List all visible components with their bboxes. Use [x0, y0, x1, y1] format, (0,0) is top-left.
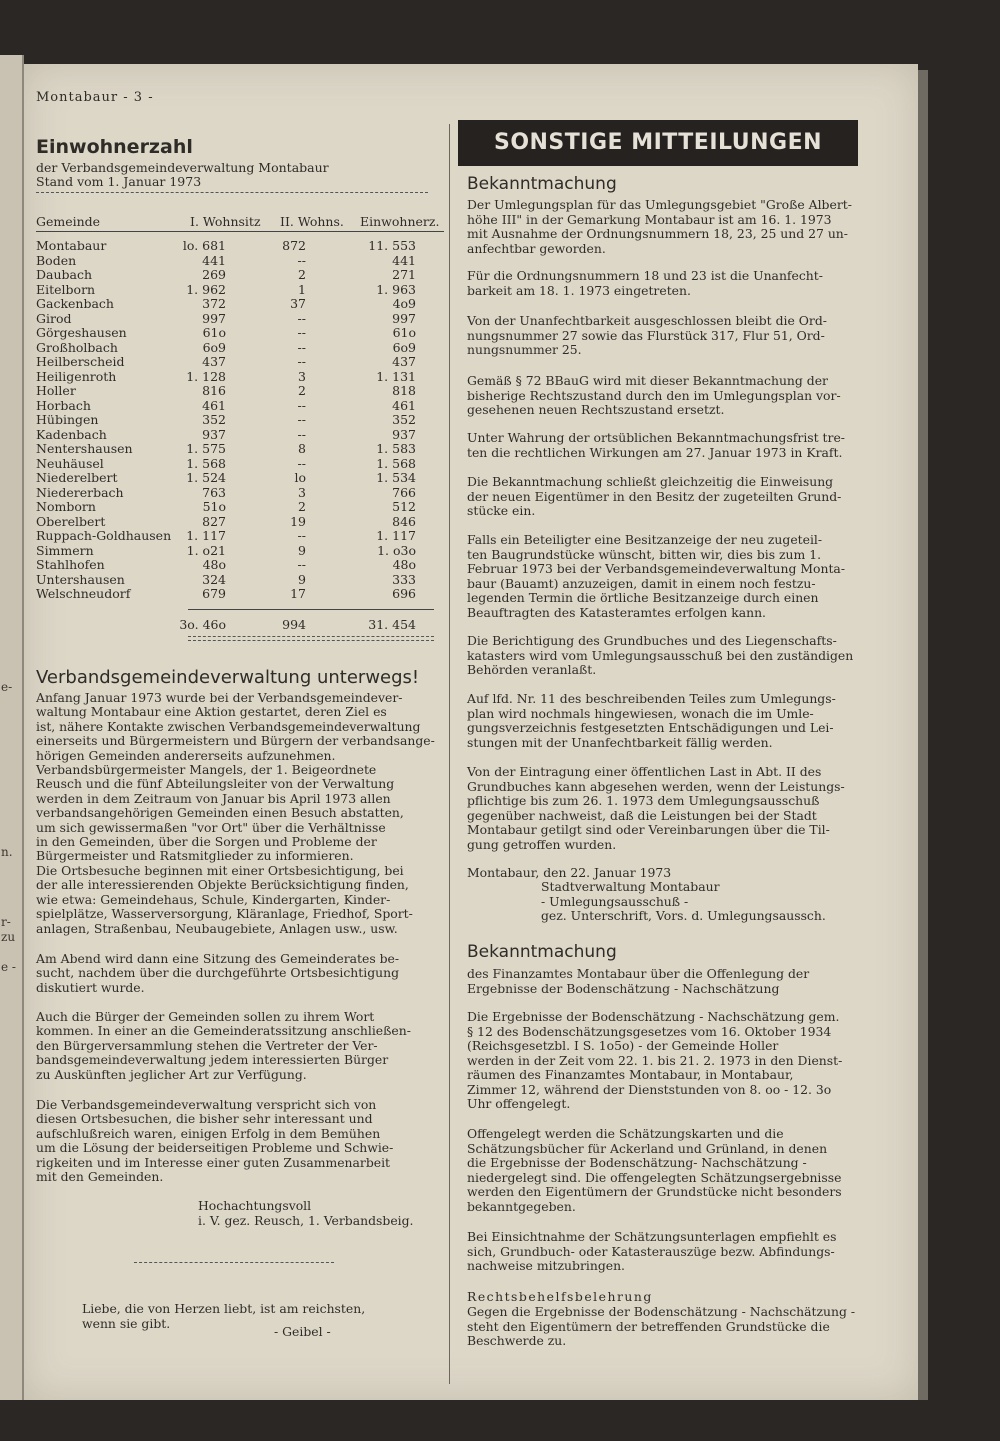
column-header: I. Wohnsitz [190, 214, 261, 229]
notice-paragraph: Für die Ordnungsnummern 18 und 23 ist die Unanfecht- barkeit am 18. 1. 1973 eingetreten. [467, 268, 823, 298]
table-cell: 352 [202, 412, 226, 427]
quote-line: Liebe, die von Herzen liebt, ist am reichsten, [82, 1301, 366, 1316]
sliver-fragment: n. [1, 845, 13, 859]
table-cell: 1. 117 [376, 528, 416, 543]
table-cell: 1. o3o [377, 542, 416, 558]
table-row [36, 326, 436, 341]
table-cell: 827 [202, 513, 226, 529]
notice-paragraph: Die Ergebnisse der Bodenschätzung - Nachschätzung gem. § 12 des Bodenschätzungsgesetzes vom 16. Oktober 1934 (Reichsgesetzbl. I S. 1o5o) - der Gemeinde Holler werden in der Zeit vom 22. 1. bis 21. 2. 1973 in den Dienst- räumen des Finanzamtes Montabaur, in Montabaur, Zimmer 12, während der Dienststunden von 8. oo - 12. 3o Uhr offengelegt. [467, 1009, 843, 1111]
table-cell: 2 [298, 383, 306, 398]
table-row [36, 515, 436, 530]
table-cell: 763 [202, 484, 226, 500]
table-cell: -- [297, 310, 306, 326]
notice-paragraph: Falls ein Beteiligter eine Besitzanzeige der neu zugeteil- ten Baugrundstücke wünscht, bitten wir, dies bis zum 1. Februar 1973 bei der Verbandsgemeindeverwaltung Monta- baur (Bauamt) anzuzeigen, damit in einem noch festzu- legenden Termin die örtliche Besitzanzeige durch einen Beauftragten des Katasteramtes erfolgen kann. [467, 532, 846, 620]
sliver-fragment: e- [1, 680, 13, 694]
table-row [36, 428, 436, 443]
column-header: Gemeinde [36, 214, 101, 229]
article-paragraph: Auch die Bürger der Gemeinden sollen zu ihrem Wort kommen. In einer an die Gemeinderatssitzung anschließen- den Bürgerversammlung stehen die Vertreter der Ver- bandsgemeindeverwaltung jedem interessierten Bürger zu Auskünften jeglicher Art zur Verfügung. [36, 1009, 411, 1082]
table-cell: -- [297, 397, 306, 413]
notice-paragraph: Die Bekanntmachung schließt gleichzeitig die Einweisung der neuen Eigentümer in den Besitz der zugeteilten Grund- stücke ein. [467, 474, 842, 518]
table-cell: 61o [202, 325, 226, 340]
table-row [36, 239, 436, 254]
table-cell: -- [297, 325, 306, 340]
notice-title: Bekanntmachung [467, 174, 617, 194]
municipality-name: Daubach [36, 267, 93, 282]
table-cell: 3 [298, 484, 306, 500]
table-cell: 512 [392, 499, 416, 514]
municipality-name: Neuhäusel [36, 455, 104, 471]
table-cell: 818 [392, 383, 416, 398]
municipality-name: Girod [36, 310, 72, 326]
table-cell: 3 [298, 368, 306, 384]
table-row [36, 268, 436, 283]
municipality-name: Simmern [36, 542, 94, 558]
quote-author: - Geibel - [274, 1324, 331, 1339]
dashed-rule [134, 1262, 334, 1263]
table-cell: 1. 963 [376, 281, 416, 297]
table-cell: 696 [392, 586, 416, 601]
table-row [36, 573, 436, 588]
municipality-name: Montabaur [36, 238, 107, 253]
table-cell: 441 [202, 252, 226, 268]
table-cell: 17 [290, 586, 306, 601]
municipality-name: Niedererbach [36, 484, 124, 500]
notice-signature: Stadtverwaltung Montabaur - Umlegungsausschuß - gez. Unterschrift, Vors. d. Umlegungsaussch. [541, 879, 826, 923]
municipality-name: Ruppach-Goldhausen [36, 528, 172, 543]
newspaper-page [24, 64, 918, 1400]
quote-line: wenn sie gibt. [82, 1316, 171, 1331]
table-cell: 37 [290, 296, 306, 311]
subtitle: der Verbandsgemeindeverwaltung Montabaur [36, 160, 329, 175]
municipality-name: Heilberscheid [36, 354, 125, 369]
table-cell: 2 [298, 267, 306, 282]
table-row [36, 413, 436, 428]
page-edge [918, 70, 928, 1400]
section-title-population: Einwohnerzahl [36, 136, 193, 158]
table-cell: -- [297, 426, 306, 442]
table-row [36, 471, 436, 486]
table-cell: 9 [298, 542, 306, 558]
municipality-name: Eitelborn [36, 281, 96, 297]
table-cell: 4o9 [392, 296, 416, 311]
table-cell: lo [294, 470, 306, 485]
sliver-fragment: zu [1, 930, 16, 944]
table-row [36, 442, 436, 457]
article-paragraph: Die Verbandsgemeindeverwaltung verspricht sich von diesen Ortsbesuchen, die bisher sehr interessant und aufschlußreich waren, einigen Erfolg in dem Bemühen um die Lösung der beiderseitigen Probleme und Schwie- rigkeiten und im Interesse einer guten Zusammenarbeit mit den Gemeinden. [36, 1097, 394, 1185]
page-header: Montabaur - 3 - [36, 90, 154, 105]
table-cell: 269 [202, 267, 226, 282]
table-row [36, 384, 436, 399]
notice-date: Montabaur, den 22. Januar 1973 [467, 865, 672, 880]
table-row [36, 399, 436, 414]
notice-paragraph: Von der Eintragung einer öffentlichen Last in Abt. II des Grundbuches kann abgesehen werden, wenn der Leistungs- pflichtige bis zum 26. 1. 1973 dem Umlegungsausschuß gegenüber nachweist, daß die Leistungen bei der Stadt Montabaur getilgt sind oder Vereinbarungen über die Til- gung getroffen wurden. [467, 764, 845, 852]
column-header: II. Wohns. [280, 214, 344, 229]
sliver-fragment: r- [1, 915, 11, 929]
municipality-name: Horbach [36, 397, 91, 413]
notice-title: Bekanntmachung [467, 942, 617, 962]
sliver-fragment: e - [1, 960, 16, 974]
adjacent-page-sliver [0, 55, 24, 1400]
municipality-name: Niederelbert [36, 470, 118, 485]
total-cell: 3o. 46o [179, 617, 226, 632]
municipality-name: Kadenbach [36, 426, 107, 442]
municipality-name: Boden [36, 252, 77, 268]
table-cell: 19 [290, 513, 306, 529]
table-cell: 1. 583 [376, 441, 416, 456]
table-cell: 937 [392, 426, 416, 442]
municipality-name: Welschneudorf [36, 586, 131, 601]
table-row [36, 355, 436, 370]
table-row [36, 558, 436, 573]
table-cell: -- [297, 528, 306, 543]
municipality-name: Görgeshausen [36, 325, 127, 340]
legal-remedy-title: Rechtsbehelfsbelehrung [467, 1289, 653, 1304]
table-cell: 1. 568 [186, 455, 226, 471]
notice-paragraph: Auf lfd. Nr. 11 des beschreibenden Teiles zum Umlegungs- plan wird nochmals hingewiesen, wonach die im Umle- gungsverzeichnis festgesetzten Entschädigungen und Lei- stungen mit der Unanfechtbarkeit fällig werden. [467, 691, 836, 750]
notice-paragraph: Die Berichtigung des Grundbuches und des Liegenschafts- katasters wird vom Umlegungsausschuß bei den zuständigen Behörden veranlaßt. [467, 633, 854, 677]
table-cell: 937 [202, 426, 226, 442]
signature-line: i. V. gez. Reusch, 1. Verbandsbeig. [198, 1213, 414, 1228]
table-cell: 1. 568 [376, 455, 416, 471]
table-cell: -- [297, 557, 306, 572]
notice-paragraph: Offengelegt werden die Schätzungskarten und die Schätzungsbücher für Ackerland und Grünland, in denen die Ergebnisse der Bodenschätzung- Nachschätzung - niedergelegt sind. Die offengelegten Schätzungsergebnisse werden den Eigentümern der Grundstücke nicht besonders bekanntgegeben. [467, 1126, 842, 1214]
notice-paragraph: des Finanzamtes Montabaur über die Offenlegung der Ergebnisse der Bodenschätzung - Nachschätzung [467, 966, 810, 996]
table-cell: 48o [392, 557, 416, 572]
notice-paragraph: Gegen die Ergebnisse der Bodenschätzung - Nachschätzung - steht den Eigentümern der betreffenden Grundstücke die Beschwerde zu. [467, 1304, 856, 1348]
table-cell: 1. 128 [186, 368, 226, 384]
total-rule [188, 609, 434, 610]
subtitle: Stand vom 1. Januar 1973 [36, 174, 202, 189]
totals-row [36, 617, 436, 633]
table-cell: 1. o21 [186, 542, 226, 558]
article-title: Verbandsgemeindeverwaltung unterwegs! [36, 667, 420, 688]
table-cell: -- [297, 252, 306, 268]
table-cell: 997 [202, 310, 226, 326]
municipality-name: Nentershausen [36, 441, 133, 456]
table-row [36, 370, 436, 385]
table-cell: 766 [392, 484, 416, 500]
table-cell: 1. 962 [186, 281, 226, 297]
municipality-name: Hübingen [36, 412, 99, 427]
table-cell: 441 [392, 252, 416, 268]
table-cell: 816 [202, 383, 226, 398]
municipality-name: Großholbach [36, 339, 118, 355]
article-paragraph: Am Abend wird dann eine Sitzung des Gemeinderates be- sucht, nachdem über die durchgeführte Ortsbesichtigung diskutiert wurde. [36, 951, 400, 995]
article-paragraph: Anfang Januar 1973 wurde bei der Verbandsgemeindever- waltung Montabaur eine Aktion gestartet, deren Ziel es ist, nähere Kontakte zwischen Verbandsgemeindeverwaltung einerseits und Bürgermeistern und Bürgern der verbandsange- hörigen Gemeinden andererseits aufzunehmen. Verbandsbürgermeister Mangels, der 1. Beigeordnete Reusch und die fünf Abteilungsleiter von der Verwaltung werden in dem Zeitraum von Januar bis April 1973 allen verbandsangehörigen Gemeinden einen Besuch abstatten, um sich gewissermaßen "vor Ort" über die Verhältnisse in den Gemeinden, über die Sorgen und Probleme der Bürgermeister und Ratsmitglieder zu informieren. Die Ortsbesuche beginnen mit einer Ortsbesichtigung, bei der alle interessierenden Objekte Berücksichtigung finden, wie etwa: Gemeindehaus, Schule, Kindergarten, Kinder- spielplätze, Wasserversorgung, Kläranlage, Friedhof, Sport- anlagen, Straßenbau, Neubaugebiete, Anlagen usw., usw. [36, 690, 435, 936]
double-rule [188, 636, 434, 637]
table-cell: 11. 553 [368, 238, 416, 253]
table-cell: 9 [298, 571, 306, 587]
total-cell: 994 [282, 617, 306, 632]
table-cell: 1. 131 [376, 368, 416, 384]
table-cell: 2 [298, 499, 306, 514]
table-cell: 461 [392, 397, 416, 413]
table-cell: -- [297, 412, 306, 427]
table-row [36, 254, 436, 269]
table-header-rule [36, 231, 444, 232]
table-cell: 1. 117 [186, 528, 226, 543]
table-cell: lo. 681 [182, 238, 226, 253]
municipality-name: Oberelbert [36, 513, 106, 529]
table-cell: 846 [392, 513, 416, 529]
table-row [36, 283, 436, 298]
table-cell: 271 [392, 267, 416, 282]
table-cell: 333 [392, 571, 416, 587]
table-cell: 997 [392, 310, 416, 326]
table-cell: 679 [202, 586, 226, 601]
table-cell: 372 [202, 296, 226, 311]
table-cell: 437 [392, 354, 416, 369]
table-cell: 461 [202, 397, 226, 413]
municipality-name: Gackenbach [36, 296, 114, 311]
table-cell: 51o [202, 499, 226, 514]
table-cell: -- [297, 455, 306, 471]
section-banner: SONSTIGE MITTEILUNGEN [458, 120, 858, 166]
table-cell: 61o [392, 325, 416, 340]
table-cell: 48o [202, 557, 226, 572]
table-cell: 1. 524 [186, 470, 226, 485]
dashed-rule [36, 192, 428, 193]
notice-paragraph: Der Umlegungsplan für das Umlegungsgebiet "Große Albert- höhe III" in der Gemarkung Montabaur ist am 16. 1. 1973 mit Ausnahme der Ordnungsnummern 18, 23, 25 und 27 un- anfechtbar geworden. [467, 197, 852, 256]
table-row [36, 544, 436, 559]
table-cell: 6o9 [392, 339, 416, 355]
table-row [36, 341, 436, 356]
column-divider [449, 124, 450, 1384]
table-cell: -- [297, 339, 306, 355]
table-row [36, 297, 436, 312]
table-cell: -- [297, 354, 306, 369]
municipality-name: Heiligenroth [36, 368, 117, 384]
table-row [36, 457, 436, 472]
notice-paragraph: Gemäß § 72 BBauG wird mit dieser Bekanntmachung der bisherige Rechtszustand durch den im Umlegungsplan vor- gesehenen neuen Rechtszustand ersetzt. [467, 373, 841, 417]
notice-paragraph: Von der Unanfechtbarkeit ausgeschlossen bleibt die Ord- nungsnummer 27 sowie das Flurstück 317, Flur 51, Ord- nungsnummer 25. [467, 313, 827, 357]
table-row [36, 312, 436, 327]
municipality-name: Untershausen [36, 571, 125, 587]
table-cell: 1. 534 [376, 470, 416, 485]
double-rule [188, 640, 434, 641]
table-row [36, 587, 436, 602]
table-row [36, 529, 436, 544]
municipality-name: Stahlhofen [36, 557, 105, 572]
municipality-name: Holler [36, 383, 76, 398]
municipality-name: Nomborn [36, 499, 96, 514]
table-cell: 1 [298, 281, 306, 297]
table-cell: 8 [298, 441, 306, 456]
notice-paragraph: Bei Einsichtnahme der Schätzungsunterlagen empfiehlt es sich, Grundbuch- oder Katasterauszüge bezw. Abfindungs- nachweise mitzubringen. [467, 1229, 837, 1273]
table-cell: 1. 575 [186, 441, 226, 456]
column-header: Einwohnerz. [360, 214, 440, 229]
table-row [36, 486, 436, 501]
table-cell: 352 [392, 412, 416, 427]
table-row [36, 500, 436, 515]
table-cell: 324 [202, 571, 226, 587]
table-cell: 872 [282, 238, 306, 253]
notice-paragraph: Unter Wahrung der ortsüblichen Bekanntmachungsfrist tre- ten die rechtlichen Wirkungen am 27. Januar 1973 in Kraft. [467, 430, 845, 460]
table-cell: 6o9 [202, 339, 226, 355]
total-cell: 31. 454 [368, 617, 416, 632]
signature-line: Hochachtungsvoll [198, 1198, 312, 1213]
table-cell: 437 [202, 354, 226, 369]
